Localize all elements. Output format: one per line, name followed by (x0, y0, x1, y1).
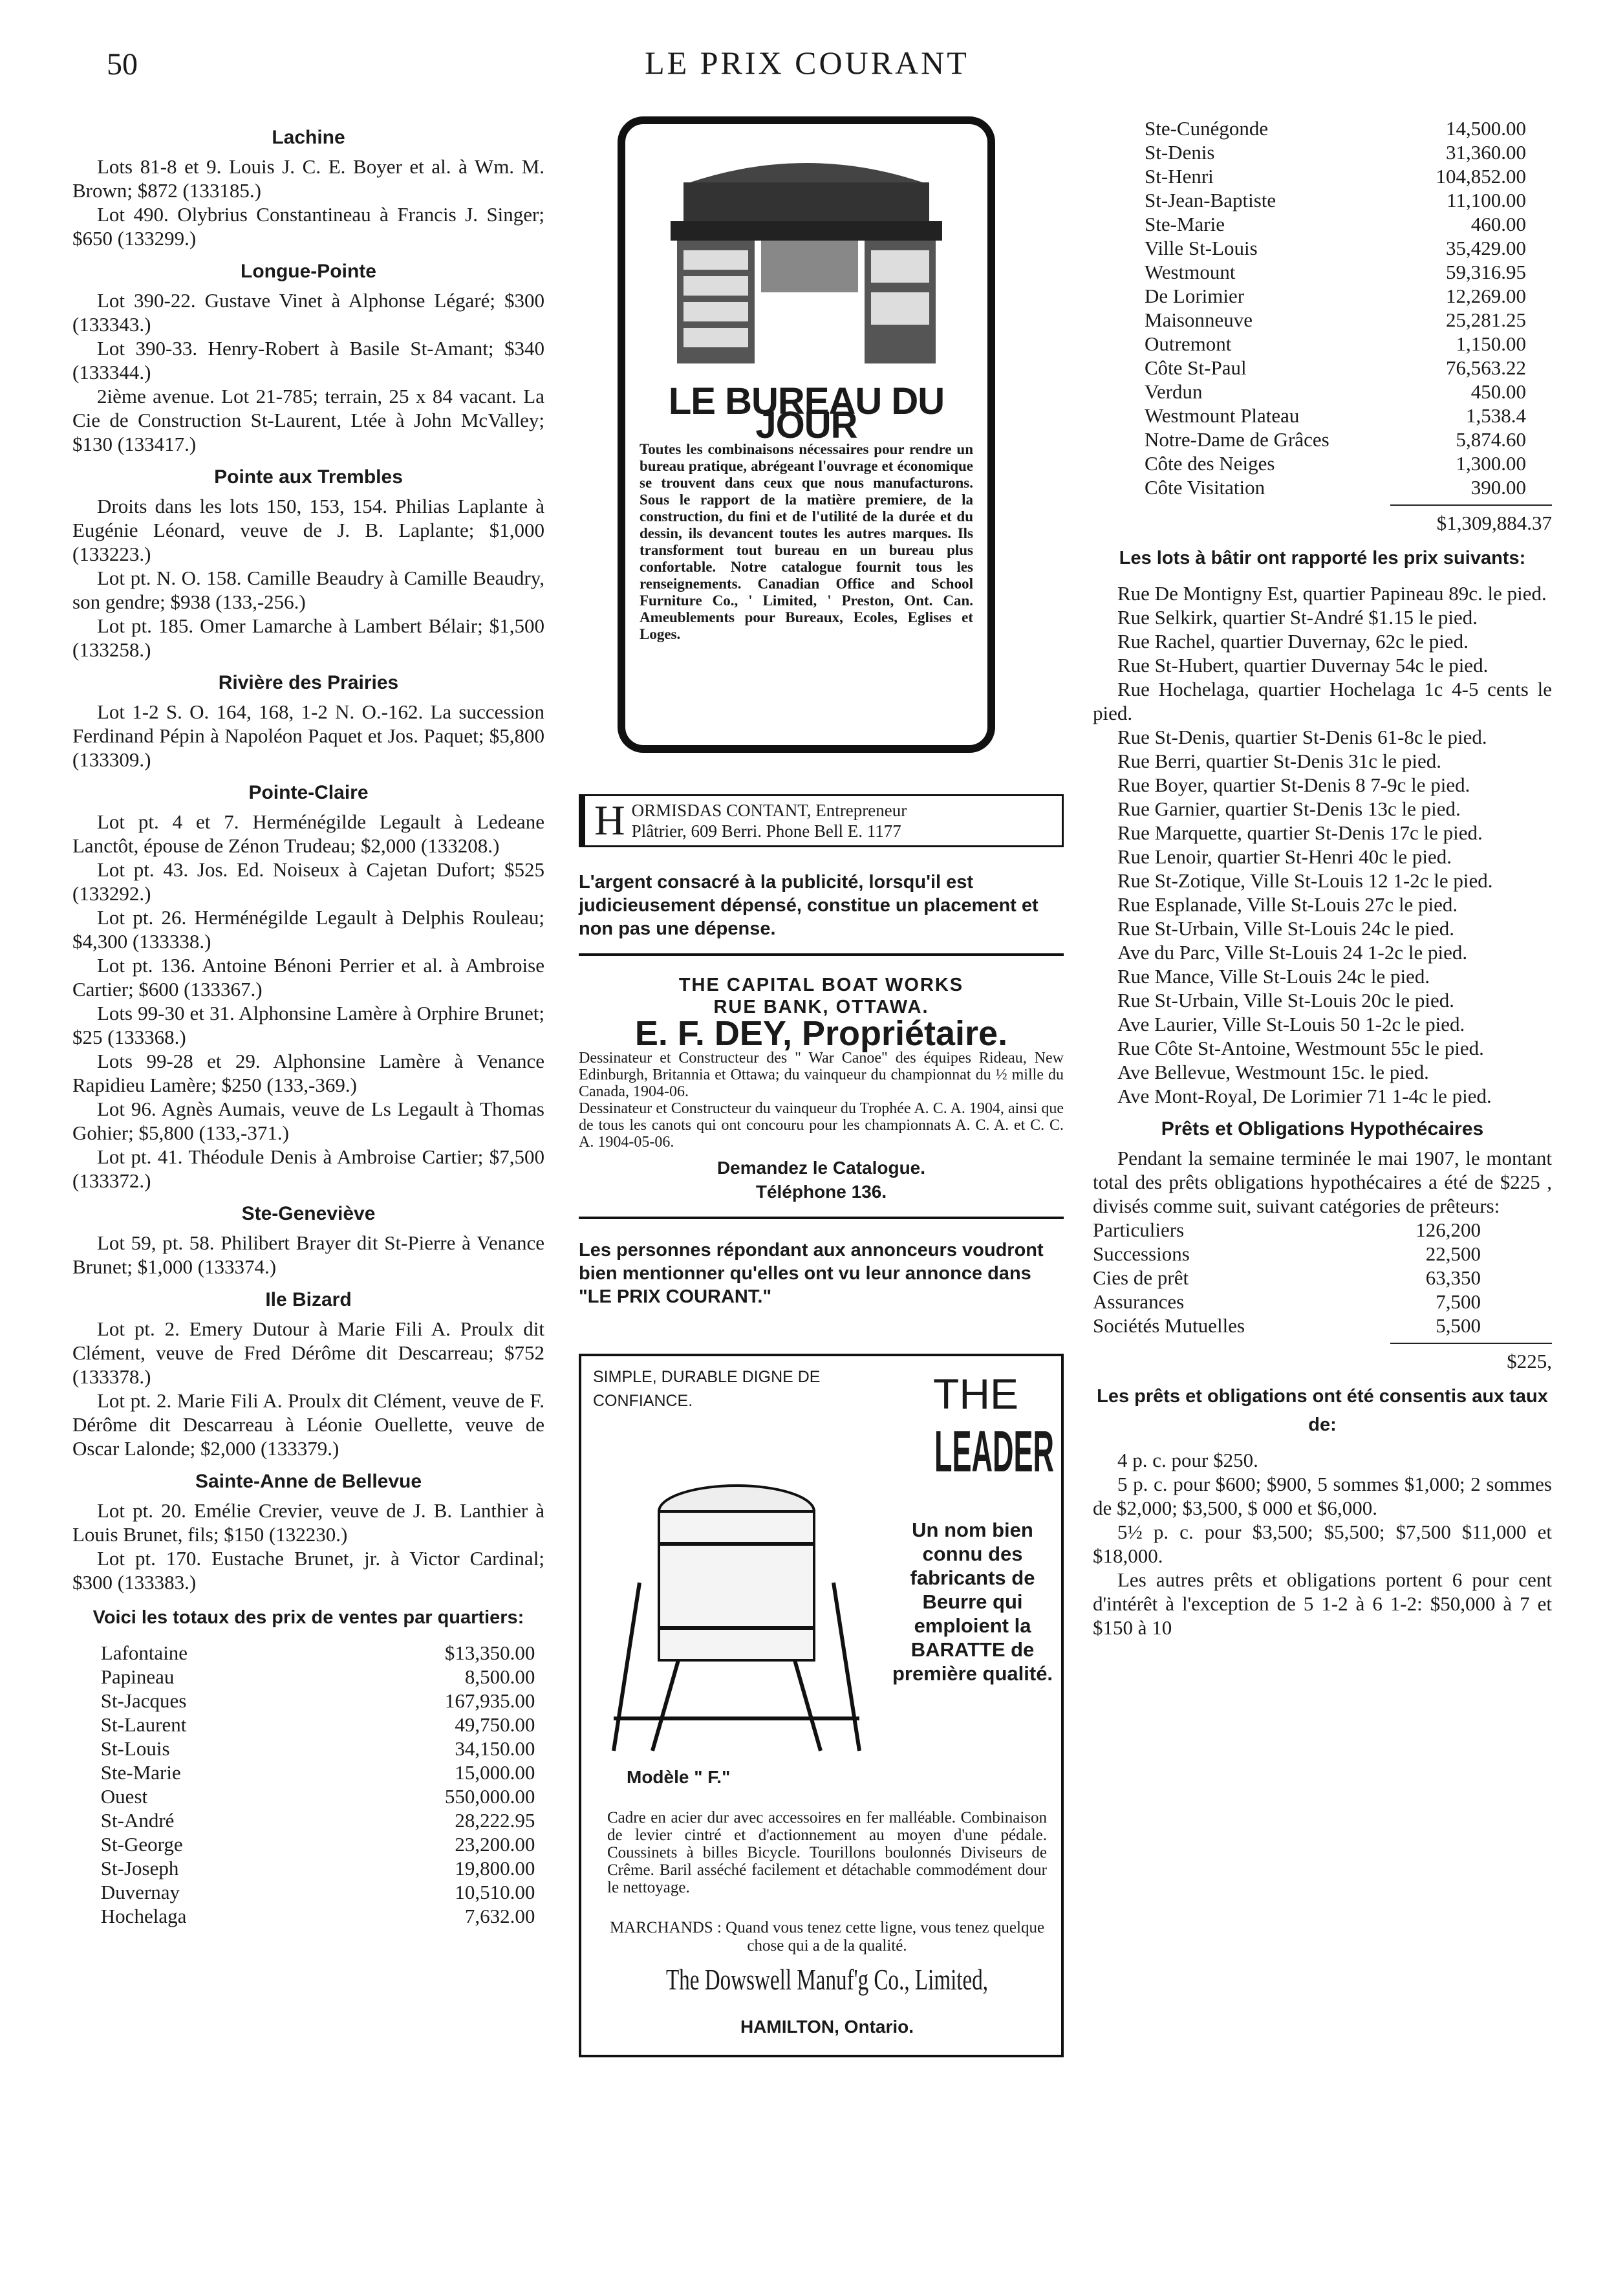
quartier-row (1145, 332, 1526, 356)
sale-entry: Lot pt. 170. Eustache Brunet, jr. à Victor Cardinal; $300 (133383.) (72, 1547, 544, 1594)
row-value: 5,500 (1436, 1314, 1481, 1337)
sale-entry: 2ième avenue. Lot 21-785; terrain, 25 x 84 vacant. La Cie de Construction St-Laurent, Ltée à John McValley; $130 (133417.) (72, 385, 544, 455)
prets-row (1093, 1266, 1481, 1290)
taux-entry: 5½ p. c. pour $3,500; $5,500; $7,500 $11,000 et $18,000. (1093, 1521, 1552, 1567)
lot-entry: Rue Côte St-Antoine, Westmount 55c le pied. (1117, 1037, 1484, 1059)
leader-tagline: SIMPLE, DURABLE DIGNE DE CONFIANCE. (593, 1368, 821, 1410)
quartier-row (1145, 380, 1526, 404)
row-label: Notre-Dame de Grâces (1145, 428, 1329, 451)
row-value: 460.00 (1470, 213, 1526, 235)
leader-marchands: MARCHANDS : Quand vous tenez cette ligne, vous tenez quelque chose qui a de la qualité. (609, 1919, 1045, 1955)
contant-line2: Plâtrier, 609 Berri. Phone Bell E. 1177 (631, 821, 901, 841)
row-label: Maisonneuve (1145, 309, 1253, 331)
row-value: 25,281.25 (1446, 309, 1526, 331)
row-value: 8,500.00 (464, 1665, 535, 1688)
sale-entry: Lot pt. 43. Jos. Ed. Noiseux à Cajetan Dufort; $525 (133292.) (72, 858, 544, 905)
row-value: $13,350.00 (444, 1641, 535, 1664)
quartier-totals-table (1145, 116, 1526, 499)
row-value: 35,429.00 (1446, 237, 1526, 259)
lot-entry: Rue Garnier, quartier St-Denis 13c le pied. (1117, 797, 1461, 820)
row-label: Ste-Cunégonde (1145, 117, 1269, 140)
column-left (72, 116, 544, 1928)
row-label: Duvernay (100, 1881, 180, 1903)
row-label: Ste-Marie (1145, 213, 1225, 235)
sale-entry: Lots 99-28 et 29. Alphonsine Lamère à Venance Rapidieu Lamère; $250 (133,-369.) (72, 1050, 544, 1096)
row-value: 104,852.00 (1436, 165, 1526, 188)
lot-entry: Rue St-Zotique, Ville St-Louis 12 1-2c le pied. (1117, 869, 1493, 892)
row-label: Ste-Marie (100, 1761, 181, 1784)
row-label: Sociétés Mutuelles (1093, 1314, 1245, 1337)
quartier-row (1145, 188, 1526, 212)
totals-row (101, 1880, 535, 1904)
quartier-row (1145, 212, 1526, 236)
row-label: St-Laurent (100, 1713, 187, 1736)
contant-ad (579, 794, 1064, 847)
lot-entry: Rue St-Urbain, Ville St-Louis 24c le pied. (1117, 917, 1455, 940)
quartier-row (1145, 404, 1526, 428)
sale-entry: Lot 390-22. Gustave Vinet à Alphonse Légaré; $300 (133343.) (72, 289, 544, 336)
row-value: 59,316.95 (1446, 261, 1526, 283)
row-label: Lafontaine (100, 1641, 188, 1664)
section-heading: Pointe-Claire (248, 782, 369, 803)
row-label: St-Jacques (100, 1689, 187, 1712)
lot-entry: Rue Hochelaga, quartier Hochelaga 1c 4-5 cents le pied. (1093, 678, 1552, 724)
row-value: 550,000.00 (444, 1785, 535, 1808)
quartier-row (1145, 475, 1526, 499)
totals-table (101, 1641, 535, 1928)
boat-catalogue: Demandez le Catalogue. (716, 1158, 926, 1178)
sale-entry: Lot pt. 26. Herménégilde Legault à Delphis Rouleau; $4,300 (133338.) (72, 906, 544, 953)
leader-brand: LEADER (934, 1420, 1055, 1484)
taux-entry: 4 p. c. pour $250. (1117, 1449, 1258, 1471)
sale-entry: Lot pt. 2. Emery Dutour à Marie Fili A. Proulx dit Clément, veuve de Fred Dérôme dit Descarreau; $752 (133378.) (72, 1317, 544, 1388)
page-number: 50 (107, 47, 138, 81)
lot-entry: Ave du Parc, Ville St-Louis 24 1-2c le pied. (1117, 941, 1468, 964)
quartier-row (1145, 116, 1526, 140)
quartier-row (1145, 308, 1526, 332)
row-value: 1,150.00 (1456, 332, 1526, 355)
sale-entry: Lot 96. Agnès Aumais, veuve de Ls Legault à Thomas Gohier; $5,800 (133,-371.) (72, 1098, 544, 1144)
row-value: 126,200 (1415, 1218, 1481, 1241)
lot-entry: Rue Lenoir, quartier St-Henri 40c le pied. (1117, 845, 1452, 868)
bureau-ad (618, 116, 995, 753)
quartier-row (1145, 140, 1526, 164)
row-value: 390.00 (1470, 476, 1526, 499)
row-value: 5,874.60 (1456, 428, 1526, 451)
column-right (1093, 116, 1552, 1640)
churn-illustration (601, 1414, 872, 1764)
bureau-text: Toutes les combinaisons nécessaires pour rendre un bureau pratique, abrégeant l'ouvrage et économique se trouvent dans ceux que nous manufacturons. Sous le rapport de la matière premiere, de la construction, du fini et de l'utilité de la durée et du dessin, ils devancent toutes les autres marques. Ils transforment tout bureau en un bureau plus confortable. Notre catalogue fournit tous les renseignements. Canadian Office and School Furniture Co., ' Limited, ' Preston, Ont. Can. Ameublements pour Bureaux, Ecoles, Eglises et Loges. (640, 441, 973, 642)
row-label: Westmount Plateau (1145, 404, 1300, 427)
prets-total: $225, (1507, 1350, 1552, 1372)
row-label: St-Denis (1145, 141, 1215, 164)
sales-sections (72, 125, 544, 1594)
sale-entry: Lot pt. 41. Théodule Denis à Ambroise Cartier; $7,500 (133372.) (72, 1145, 544, 1192)
sale-entry: Lot 1-2 S. O. 164, 168, 1-2 N. O.-162. La succession Ferdinand Pépin à Napoléon Paquet et Jos. Paquet; $5,800 (133309.) (72, 700, 544, 771)
leader-company: The Dowswell Manuf'g Co., Limited, (665, 1963, 989, 1996)
row-value: 12,269.00 (1446, 285, 1526, 307)
boat-line1: THE CAPITAL BOAT WORKS (678, 975, 964, 995)
row-value: 22,500 (1425, 1242, 1481, 1265)
totals-row (101, 1808, 535, 1832)
lots-list (1093, 581, 1552, 1108)
row-label: Particuliers (1093, 1218, 1185, 1241)
boat-phone: Téléphone 136. (755, 1182, 887, 1202)
contant-initial: H (594, 797, 625, 844)
row-value: 450.00 (1470, 380, 1526, 403)
row-value: 10,510.00 (455, 1881, 535, 1903)
row-label: St-George (100, 1833, 183, 1856)
contant-line1: ORMISDAS CONTANT, Entrepreneur (631, 801, 907, 820)
prets-text: Pendant la semaine terminée le mai 1907, le montant total des prêts obligations hypothécaires a été de $225 , divisés comme suit, suivant catégories de prêteurs: (1093, 1147, 1552, 1217)
lot-entry: Rue Mance, Ville St-Louis 24c le pied. (1117, 965, 1430, 988)
row-label: St-Joseph (100, 1857, 179, 1879)
row-value: 28,222.95 (455, 1809, 535, 1832)
lot-entry: Rue Esplanade, Ville St-Louis 27c le pied. (1117, 893, 1458, 916)
row-label: Côte Visitation (1145, 476, 1265, 499)
lot-entry: Ave Laurier, Ville St-Louis 50 1-2c le pied. (1117, 1013, 1465, 1035)
sale-entry: Lots 99-30 et 31. Alphonsine Lamère à Orphire Brunet; $25 (133368.) (72, 1002, 544, 1048)
lot-entry: Rue Selkirk, quartier St-André $1.15 le pied. (1117, 606, 1478, 629)
desk-illustration (645, 137, 962, 370)
section-heading: Rivière des Prairies (218, 672, 399, 693)
section-heading: Ste-Geneviève (241, 1203, 376, 1224)
totals-row (101, 1856, 535, 1880)
leader-slogan: Un nom bien connu des fabricants de Beurre qui emploient la BARATTE de première qualité. (892, 1519, 1053, 1685)
quartier-row (1145, 356, 1526, 380)
row-value: 34,150.00 (455, 1737, 535, 1760)
row-value: 23,200.00 (455, 1833, 535, 1856)
prets-heading: Prêts et Obligations Hypothécaires (1161, 1118, 1484, 1140)
lot-entry: Ave Bellevue, Westmount 15c. le pied. (1117, 1061, 1429, 1083)
leader-model: Modèle " F." (627, 1767, 731, 1787)
row-label: St-Henri (1145, 165, 1214, 188)
sale-entry: Lot pt. 185. Omer Lamarche à Lambert Bélair; $1,500 (133258.) (72, 614, 544, 661)
row-value: 14,500.00 (1446, 117, 1526, 140)
lots-heading: Les lots à bâtir ont rapporté les prix suivants: (1119, 548, 1526, 569)
taux-entry: 5 p. c. pour $600; $900, 5 sommes $1,000; 2 sommes de $2,000; $3,500, $ 000 et $6,000. (1093, 1473, 1552, 1519)
row-value: 49,750.00 (455, 1713, 535, 1736)
totals-row (101, 1904, 535, 1928)
quartier-row (1145, 451, 1526, 475)
totals-row (101, 1713, 535, 1737)
sale-entry: Lots 81-8 et 9. Louis J. C. E. Boyer et al. à Wm. M. Brown; $872 (133185.) (72, 155, 544, 202)
row-label: St-Jean-Baptiste (1145, 189, 1276, 211)
prets-row (1093, 1290, 1481, 1314)
sale-entry: Lot pt. 136. Antoine Bénoni Perrier et al. à Ambroise Cartier; $600 (133367.) (72, 954, 544, 1001)
lot-entry: Rue De Montigny Est, quartier Papineau 89c. le pied. (1117, 582, 1547, 605)
sale-entry: Lot 390-33. Henry-Robert à Basile St-Amant; $340 (133344.) (72, 337, 544, 384)
row-value: 1,538.4 (1466, 404, 1526, 427)
row-label: Ville St-Louis (1145, 237, 1258, 259)
prets-row (1093, 1314, 1481, 1338)
row-label: Successions (1093, 1242, 1190, 1265)
taux-heading: Les prêts et obligations ont été consentis aux taux de: (1097, 1386, 1548, 1435)
row-value: 7,632.00 (464, 1905, 535, 1927)
row-value: 1,300.00 (1456, 452, 1526, 475)
row-label: St-Louis (100, 1737, 170, 1760)
lot-entry: Rue Marquette, quartier St-Denis 17c le pied. (1117, 821, 1483, 844)
row-label: Ouest (100, 1785, 148, 1808)
quartier-row (1145, 164, 1526, 188)
section-heading: Longue-Pointe (241, 261, 376, 282)
row-value: 11,100.00 (1447, 189, 1526, 211)
totals-row (101, 1665, 535, 1689)
quartier-row (1145, 428, 1526, 451)
sale-entry: Lot 490. Olybrius Constantineau à Francis J. Singer; $650 (133299.) (72, 203, 544, 250)
prets-row (1093, 1218, 1481, 1242)
row-value: 167,935.00 (444, 1689, 535, 1712)
sale-entry: Lot pt. N. O. 158. Camille Beaudry à Camille Beaudry, son gendre; $938 (133,-256.) (72, 567, 544, 613)
row-value: 7,500 (1436, 1290, 1481, 1313)
row-label: De Lorimier (1145, 285, 1245, 307)
page-title: LE PRIX COURANT (645, 45, 969, 81)
boat-text-1: Dessinateur et Constructeur des " War Canoe" des équipes Rideau, New Edinburgh, Britannia et Ottawa; du vainqueur du championnat du ½ mille du Canada, 1904-06. (579, 1050, 1064, 1100)
totals-row (101, 1784, 535, 1808)
row-label: Assurances (1093, 1290, 1185, 1313)
lot-entry: Rue St-Denis, quartier St-Denis 61-8c le pied. (1117, 726, 1487, 748)
leader-city: HAMILTON, Ontario. (740, 2017, 914, 2037)
row-label: Côte St-Paul (1145, 356, 1247, 379)
prets-table (1093, 1218, 1481, 1338)
annonce-note: Les personnes répondant aux annonceurs voudront bien mentionner qu'elles ont vu leur annonce dans "LE PRIX COURANT." (579, 1240, 1044, 1307)
lot-entry: Rue Berri, quartier St-Denis 31c le pied. (1117, 750, 1442, 772)
boat-works-ad (579, 953, 1064, 1219)
row-value: 19,800.00 (455, 1857, 535, 1879)
lot-entry: Rue Boyer, quartier St-Denis 8 7-9c le pied. (1117, 774, 1470, 796)
total-rule (1390, 504, 1552, 506)
lot-entry: Ave Mont-Royal, De Lorimier 71 1-4c le pied. (1117, 1085, 1492, 1107)
column-center (579, 116, 1064, 2057)
row-label: Verdun (1145, 380, 1203, 403)
row-value: 76,563.22 (1446, 356, 1526, 379)
bureau-title: LE BUREAU DU JOUR (668, 380, 945, 446)
totals-row (101, 1760, 535, 1784)
sale-entry: Lot pt. 2. Marie Fili A. Proulx dit Clément, veuve de F. Dérôme dit Descarreau à Léonie Ouellette, veuve de Oscar Lalonde; $2,000 (133379.) (72, 1389, 544, 1460)
boat-text-2: Dessinateur et Constructeur du vainqueur du Trophée A. C. A. 1904, ainsi que de tous les canots qui ont concouru pour les championnats A. C. A. et C. C. A. 1904-05-06. (579, 1100, 1064, 1151)
section-heading: Sainte-Anne de Bellevue (195, 1471, 422, 1492)
sale-entry: Lot pt. 20. Emélie Crevier, veuve de J. B. Lanthier à Louis Brunet, fils; $150 (132230.) (72, 1499, 544, 1546)
row-value: 31,360.00 (1446, 141, 1526, 164)
publicity-note: L'argent consacré à la publicité, lorsqu'il est judicieusement dépensé, constitue un placement et non pas une dépense. (579, 872, 1038, 939)
section-heading: Ile Bizard (265, 1289, 352, 1310)
row-label: Westmount (1145, 261, 1236, 283)
section-heading: Pointe aux Trembles (214, 466, 403, 488)
leader-the: THE (933, 1370, 1018, 1418)
lot-entry: Rue St-Hubert, quartier Duvernay 54c le pied. (1117, 654, 1489, 677)
leader-ad (579, 1354, 1064, 2057)
sale-entry: Droits dans les lots 150, 153, 154. Philias Laplante à Eugénie Léonard, veuve de J. B. Laplante; $1,000 (133223.) (72, 495, 544, 565)
sale-entry: Lot 59, pt. 58. Philibert Brayer dit St-Pierre à Venance Brunet; $1,000 (133374.) (72, 1231, 544, 1278)
boat-line2: RUE BANK, OTTAWA. (713, 997, 929, 1017)
lot-entry: Rue St-Urbain, Ville St-Louis 20c le pied. (1117, 989, 1455, 1012)
lot-entry: Rue Rachel, quartier Duvernay, 62c le pied. (1117, 630, 1469, 653)
prets-rule (1390, 1343, 1552, 1344)
row-label: Hochelaga (100, 1905, 187, 1927)
row-label: Côte des Neiges (1145, 452, 1275, 475)
leader-description: Cadre en acier dur avec accessoires en fer malléable. Combinaison de levier cintré et d'actionnement au moyen d'une pédale. Coussinets à billes Bicycle. Tourillons boulonnés Diviseurs de Crême. Baril asséché facilement et détachable commodément dour le nettoyage. (607, 1809, 1047, 1896)
totals-heading: Voici les totaux des prix de ventes par quartiers: (92, 1607, 524, 1628)
sale-entry: Lot pt. 4 et 7. Herménégilde Legault à Ledeane Lanctôt, épouse de Zénon Trudeau; $2,000 (133208.) (72, 810, 544, 857)
boat-owner: E. F. DEY, Propriétaire. (634, 1014, 1008, 1053)
prets-row (1093, 1242, 1481, 1266)
row-label: Cies de prêt (1093, 1266, 1189, 1289)
quartier-row (1145, 260, 1526, 284)
totals-row (101, 1641, 535, 1665)
grand-total: $1,309,884.37 (1436, 512, 1552, 534)
row-value: 63,350 (1425, 1266, 1481, 1289)
quartier-row (1145, 284, 1526, 308)
taux-entry: Les autres prêts et obligations portent 6 pour cent d'intérêt à l'exception de 5 1-2 à 6 1-2: $50,000 à 7 et $150 à 10 (1093, 1568, 1552, 1639)
totals-row (101, 1737, 535, 1760)
row-value: 15,000.00 (455, 1761, 535, 1784)
section-heading: Lachine (272, 127, 345, 148)
row-label: Papineau (100, 1665, 175, 1688)
quartier-row (1145, 236, 1526, 260)
row-label: St-André (100, 1809, 175, 1832)
totals-row (101, 1689, 535, 1713)
totals-row (101, 1832, 535, 1856)
taux-list (1093, 1448, 1552, 1640)
row-label: Outremont (1145, 332, 1232, 355)
